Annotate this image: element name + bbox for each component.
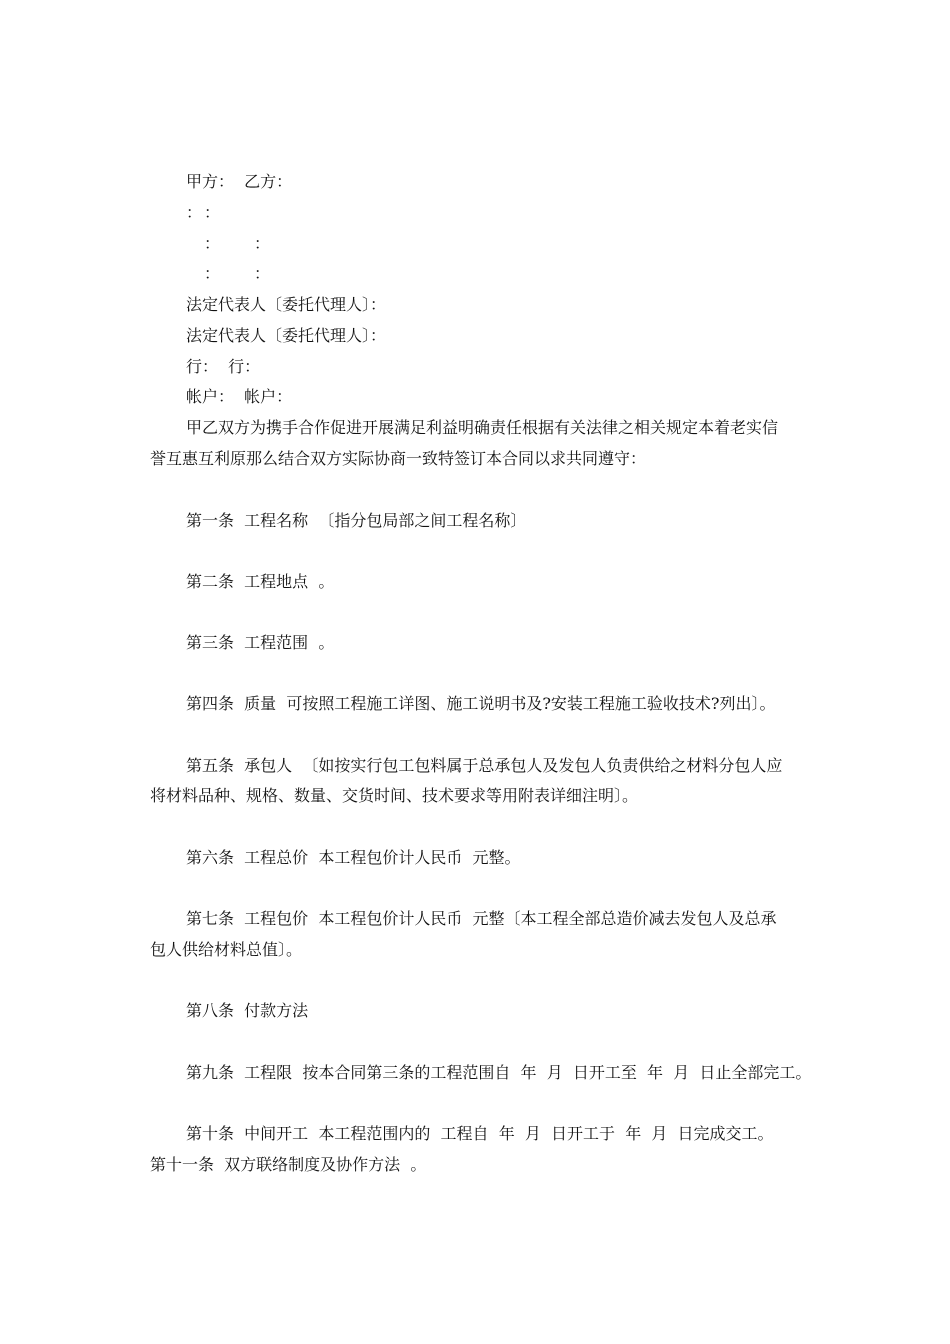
article-10: 第十条 中间开工 本工程范围内的 工程自 年 月 日开工于 年 月 日完成交工。 [186,1124,774,1143]
party-line: 甲方： 乙方： [186,172,293,191]
colon-row1-b: ： [204,203,221,222]
article-7-line-2: 包人供给材料总值〕。 [150,940,303,959]
account-line: 帐户： 帐户： [186,387,293,406]
article-5-line-2: 将材料品种、规格、数量、交货时间、技术要求等用附表详细注明〕。 [150,786,639,805]
representative-line-2: 法定代表人〔委托代理人〕： [186,326,387,345]
article-6: 第六条 工程总价 本工程包价计人民币 元整。 [186,848,521,867]
article-8: 第八条 付款方法 [186,1001,309,1020]
colon-row1-a: ： [186,203,203,222]
colon-row2-b: ： [254,234,271,253]
preamble-line-1: 甲乙双方为携手合作促进开展满足利益明确责任根据有关法律之相关规定本着老实信 [186,418,779,437]
article-9: 第九条 工程限 按本合同第三条的工程范围自 年 月 日开工至 年 月 日止全部完工。 [186,1063,812,1082]
colon-row3-a: ： [204,264,221,283]
article-11: 第十一条 双方联络制度及协作方法 。 [150,1155,427,1174]
article-2: 第二条 工程地点 。 [186,572,335,591]
article-1: 第一条 工程名称 〔指分包局部之间工程名称〕 [186,511,527,530]
colon-row2-a: ： [204,234,221,253]
bank-line: 行： 行： [186,357,261,376]
article-5-line-1: 第五条 承包人 〔如按实行包工包料属于总承包人及发包人负责供给之材料分包人应 [186,756,783,775]
article-7-line-1: 第七条 工程包价 本工程包价计人民币 元整〔本工程全部总造价减去发包人及总承 [186,909,777,928]
colon-row3-b: ： [254,264,271,283]
representative-line-1: 法定代表人〔委托代理人〕： [186,295,387,314]
preamble-line-2: 誉互惠互利原那么结合双方实际协商一致特签订本合同以求共同遵守： [150,449,647,468]
article-4: 第四条 质量 可按照工程施工详图、施工说明书及?安装工程施工验收技术?列出〕。 [186,694,776,713]
article-3: 第三条 工程范围 。 [186,633,335,652]
